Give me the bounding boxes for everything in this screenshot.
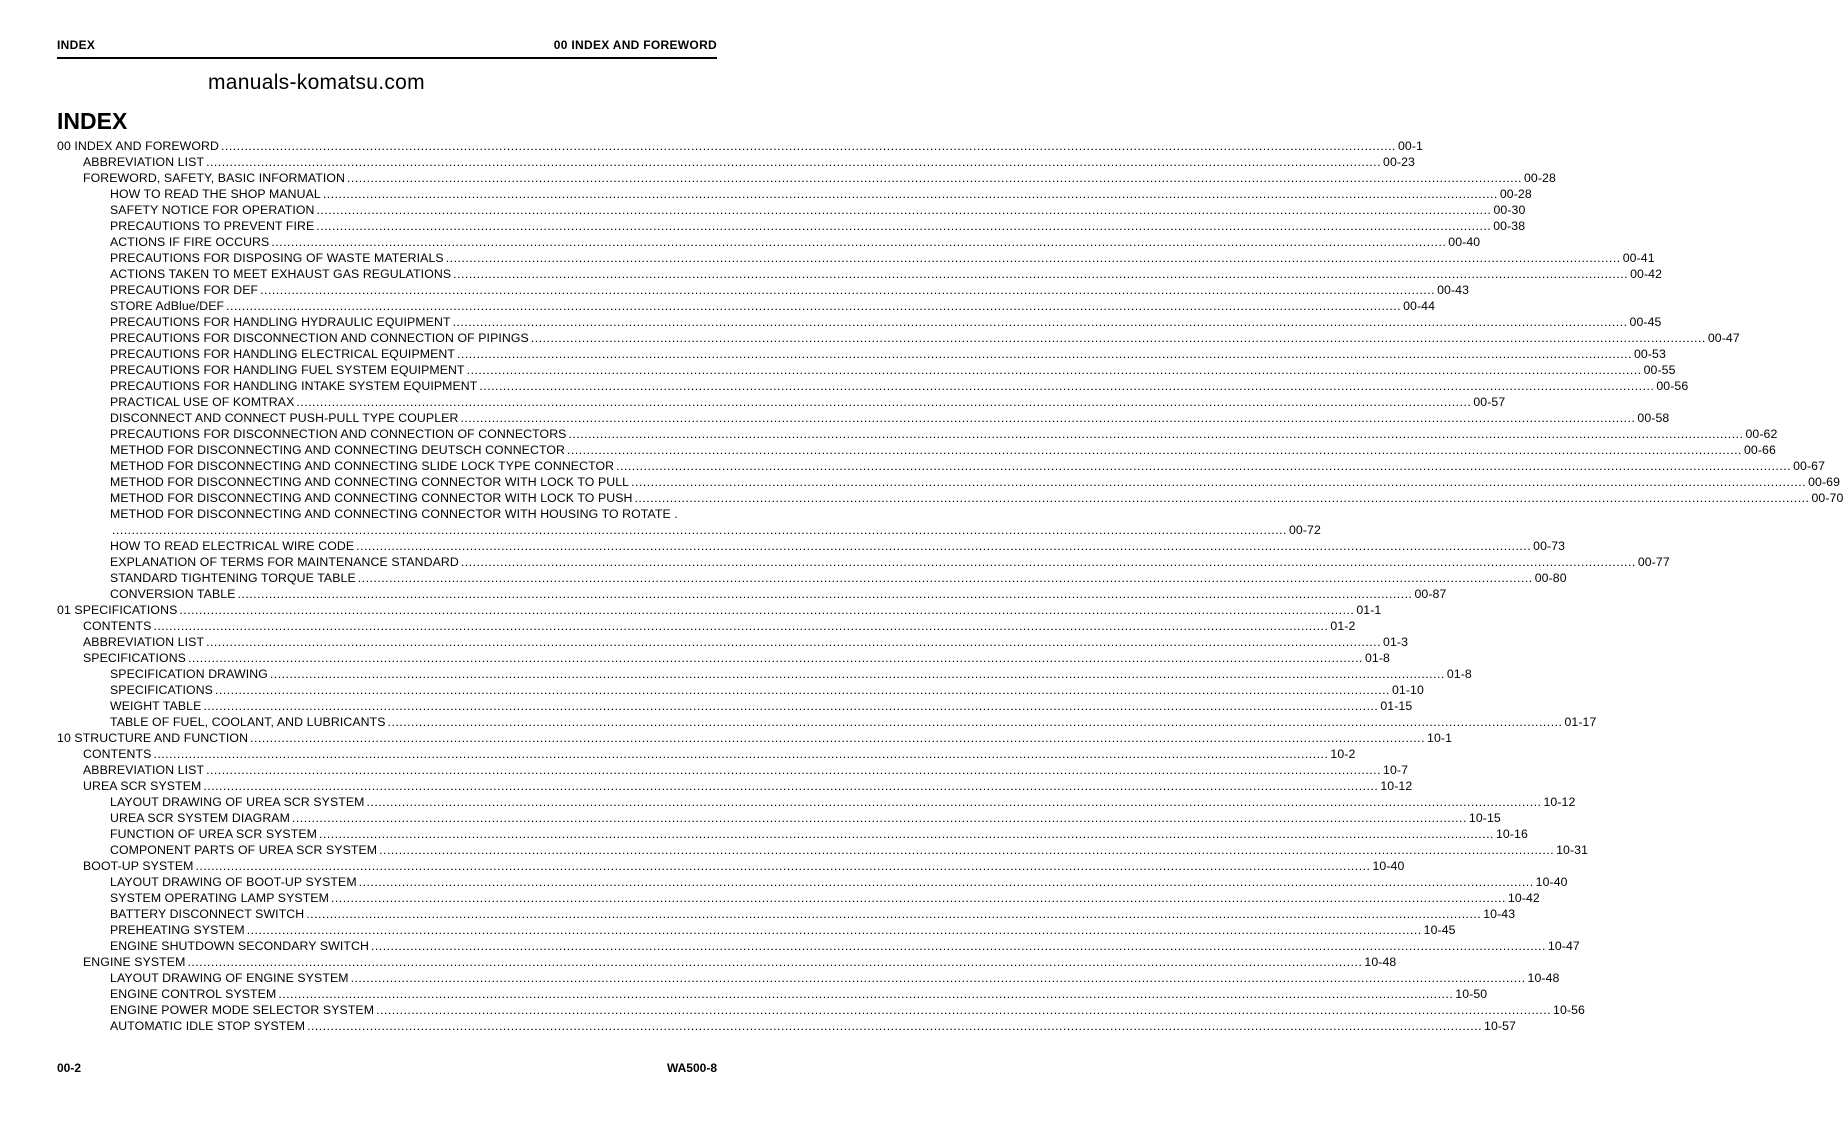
toc-entry[interactable] bbox=[57, 874, 1568, 890]
entry-title: ABBREVIATION LIST bbox=[83, 763, 205, 777]
entry-title: DISCONNECT AND CONNECT PUSH-PULL TYPE COUPLER bbox=[110, 411, 459, 425]
dot-leader: ............................................................................................................................................................................................................................................................................................................ bbox=[112, 523, 1287, 537]
dot-leader: ............................................................................................................................................................................................................................................................................................................ bbox=[445, 251, 1621, 265]
entry-page: 10-7 bbox=[1383, 763, 1409, 777]
entry-title: FUNCTION OF UREA SCR SYSTEM bbox=[110, 827, 317, 841]
entry-page: 00-57 bbox=[1473, 395, 1506, 409]
toc-entry[interactable] bbox=[57, 906, 1516, 922]
entry-title: PRECAUTIONS FOR HANDLING HYDRAULIC EQUIPMENT bbox=[110, 315, 451, 329]
entry-title: ACTIONS TAKEN TO MEET EXHAUST GAS REGULATIONS bbox=[110, 267, 452, 281]
entry-title: WEIGHT TABLE bbox=[110, 699, 202, 713]
entry-page: 00-58 bbox=[1637, 411, 1670, 425]
dot-leader: ............................................................................................................................................................................................................................................................................................................ bbox=[291, 811, 1467, 825]
entry-page: 10-15 bbox=[1468, 811, 1501, 825]
entry-title: CONVERSION TABLE bbox=[110, 587, 236, 601]
toc-entry[interactable] bbox=[57, 362, 1676, 378]
toc-entry[interactable] bbox=[57, 602, 1382, 618]
dot-leader: ............................................................................................................................................................................................................................................................................................................ bbox=[631, 475, 1807, 489]
entry-title: ABBREVIATION LIST bbox=[83, 635, 205, 649]
entry-page: 10-50 bbox=[1455, 987, 1488, 1001]
toc-entry[interactable] bbox=[57, 314, 1662, 330]
entry-title: LAYOUT DRAWING OF UREA SCR SYSTEM bbox=[110, 795, 365, 809]
entry-page: 01-8 bbox=[1446, 667, 1472, 681]
entry-page: 00-77 bbox=[1637, 555, 1670, 569]
entry-page: 00-41 bbox=[1622, 251, 1655, 265]
dot-leader: ............................................................................................................................................................................................................................................................................................................ bbox=[237, 587, 1413, 601]
dot-leader: ............................................................................................................................................................................................................................................................................................................ bbox=[457, 347, 1632, 361]
entry-page: 00-73 bbox=[1533, 539, 1566, 553]
entry-title: PRECAUTIONS FOR DISCONNECTION AND CONNECTION OF PIPINGS bbox=[110, 331, 529, 345]
entry-page: 00-42 bbox=[1630, 267, 1663, 281]
entry-page: 00-69 bbox=[1808, 475, 1841, 489]
entry-page: 00-47 bbox=[1707, 331, 1740, 345]
entry-page: 10-12 bbox=[1543, 795, 1576, 809]
dot-leader: ............................................................................................................................................................................................................................................................................................................ bbox=[278, 987, 1454, 1001]
entry-title: METHOD FOR DISCONNECTING AND CONNECTING DEUTSCH CONNECTOR bbox=[110, 443, 566, 457]
entry-page: 00-70 bbox=[1811, 491, 1843, 505]
entry-title: ACTIONS IF FIRE OCCURS bbox=[110, 235, 270, 249]
entry-page: 10-43 bbox=[1483, 907, 1516, 921]
dot-leader: ............................................................................................................................................................................................................................................................................................................ bbox=[346, 171, 1522, 185]
toc-entry[interactable] bbox=[57, 394, 1506, 410]
toc-entry[interactable] bbox=[57, 490, 1843, 506]
toc-entry[interactable] bbox=[57, 378, 1689, 394]
entry-title: PRECAUTIONS FOR HANDLING ELECTRICAL EQUIPMENT bbox=[110, 347, 455, 361]
entry-page: 01-8 bbox=[1364, 651, 1390, 665]
entry-page: 10-45 bbox=[1423, 923, 1456, 937]
dot-leader: ............................................................................................................................................................................................................................................................................................................ bbox=[195, 859, 1371, 873]
entry-title: CONTENTS bbox=[83, 747, 152, 761]
entry-page: 00-23 bbox=[1383, 155, 1415, 169]
entry-title: COMPONENT PARTS OF UREA SCR SYSTEM bbox=[110, 843, 378, 857]
entry-title: SPECIFICATIONS bbox=[110, 683, 213, 697]
entry-page: 00-40 bbox=[1448, 235, 1481, 249]
toc-entry[interactable] bbox=[57, 666, 1472, 682]
entry-title: METHOD FOR DISCONNECTING AND CONNECTING CONNECTOR WITH HOUSING TO ROTATE . bbox=[110, 507, 678, 521]
entry-title: BATTERY DISCONNECT SWITCH bbox=[110, 907, 305, 921]
toc-entry[interactable] bbox=[57, 234, 1481, 250]
toc-entry[interactable] bbox=[57, 698, 1413, 714]
dot-leader: ............................................................................................................................................................................................................................................................................................................ bbox=[318, 827, 1494, 841]
entry-title: PRECAUTIONS FOR DISPOSING OF WASTE MATERIALS bbox=[110, 251, 444, 265]
entry-page: 10-40 bbox=[1372, 859, 1405, 873]
dot-leader: ............................................................................................................................................................................................................................................................................................................ bbox=[220, 139, 1396, 153]
dot-leader: ............................................................................................................................................................................................................................................................................................................ bbox=[246, 923, 1422, 937]
entry-page: 10-47 bbox=[1547, 939, 1580, 953]
toc-entry[interactable] bbox=[57, 794, 1576, 810]
entry-title: ABBREVIATION LIST bbox=[83, 155, 205, 169]
dot-leader: ............................................................................................................................................................................................................................................................................................................ bbox=[203, 779, 1379, 793]
entry-page: 00-67 bbox=[1793, 459, 1826, 473]
toc-entry[interactable] bbox=[57, 778, 1413, 794]
page-number: 00-2 bbox=[57, 1061, 82, 1075]
toc-entry[interactable] bbox=[57, 986, 1488, 1002]
entry-page: 00-1 bbox=[1397, 139, 1423, 153]
toc-entry[interactable] bbox=[57, 634, 1409, 650]
entry-page: 00-56 bbox=[1656, 379, 1689, 393]
dot-leader: ............................................................................................................................................................................................................................................................................................................ bbox=[387, 715, 1563, 729]
dot-leader: ............................................................................................................................................................................................................................................................................................................ bbox=[187, 955, 1363, 969]
toc-entry[interactable] bbox=[57, 426, 1778, 442]
entry-page: 01-1 bbox=[1356, 603, 1382, 617]
entry-page: 00-55 bbox=[1643, 363, 1676, 377]
toc-entry[interactable] bbox=[57, 218, 1526, 234]
dot-leader: ............................................................................................................................................................................................................................................................................................................ bbox=[460, 411, 1636, 425]
toc-entry[interactable] bbox=[57, 250, 1655, 266]
toc-entry[interactable] bbox=[57, 714, 1597, 730]
dot-leader: ............................................................................................................................................................................................................................................................................................................ bbox=[379, 843, 1555, 857]
dot-leader: ............................................................................................................................................................................................................................................................................................................ bbox=[460, 555, 1636, 569]
entry-title: METHOD FOR DISCONNECTING AND CONNECTING CONNECTOR WITH LOCK TO PUSH bbox=[110, 491, 633, 505]
entry-title: LAYOUT DRAWING OF BOOT-UP SYSTEM bbox=[110, 875, 357, 889]
dot-leader: ............................................................................................................................................................................................................................................................................................................ bbox=[307, 1019, 1483, 1033]
page-title: INDEX bbox=[57, 108, 128, 134]
entry-title: METHOD FOR DISCONNECTING AND CONNECTING SLIDE LOCK TYPE CONNECTOR bbox=[110, 459, 615, 473]
entry-page: 00-28 bbox=[1523, 171, 1556, 185]
dot-leader: ............................................................................................................................................................................................................................................................................................................ bbox=[316, 203, 1492, 217]
entry-page: 01-2 bbox=[1330, 619, 1356, 633]
entry-title: PREHEATING SYSTEM bbox=[110, 923, 245, 937]
entry-title: HOW TO READ THE SHOP MANUAL bbox=[110, 187, 321, 201]
entry-title: PRECAUTIONS FOR HANDLING INTAKE SYSTEM EQUIPMENT bbox=[110, 379, 478, 393]
toc-entry[interactable] bbox=[57, 346, 1666, 362]
entry-title: BOOT-UP SYSTEM bbox=[83, 859, 194, 873]
dot-leader: ............................................................................................................................................................................................................................................................................................................ bbox=[568, 427, 1744, 441]
entry-page: 01-10 bbox=[1391, 683, 1424, 697]
entry-page: 10-40 bbox=[1535, 875, 1568, 889]
toc-entry[interactable] bbox=[57, 442, 1776, 458]
toc-entry[interactable] bbox=[57, 282, 1470, 298]
entry-title: PRACTICAL USE OF KOMTRAX bbox=[110, 395, 295, 409]
entry-title: SAFETY NOTICE FOR OPERATION bbox=[110, 203, 315, 217]
toc-entry[interactable] bbox=[57, 554, 1670, 570]
entry-title: PRECAUTIONS TO PREVENT FIRE bbox=[110, 219, 315, 233]
entry-title: ENGINE SHUTDOWN SECONDARY SWITCH bbox=[110, 939, 369, 953]
toc-entry[interactable] bbox=[57, 650, 1390, 666]
dot-leader: ............................................................................................................................................................................................................................................................................................................ bbox=[179, 603, 1355, 617]
entry-title: PRECAUTIONS FOR DISCONNECTION AND CONNECTION OF CONNECTORS bbox=[110, 427, 567, 441]
entry-title: UREA SCR SYSTEM DIAGRAM bbox=[110, 811, 290, 825]
dot-leader: ............................................................................................................................................................................................................................................................................................................ bbox=[322, 187, 1498, 201]
dot-leader: ............................................................................................................................................................................................................................................................................................................ bbox=[187, 651, 1363, 665]
dot-leader: ............................................................................................................................................................................................................................................................................................................ bbox=[214, 683, 1390, 697]
entry-page: 10-42 bbox=[1507, 891, 1540, 905]
dot-leader: ............................................................................................................................................................................................................................................................................................................ bbox=[153, 619, 1329, 633]
entry-title: LAYOUT DRAWING OF ENGINE SYSTEM bbox=[110, 971, 349, 985]
toc-entry[interactable] bbox=[57, 330, 1740, 346]
entry-title: EXPLANATION OF TERMS FOR MAINTENANCE STANDARD bbox=[110, 555, 459, 569]
dot-leader: ............................................................................................................................................................................................................................................................................................................ bbox=[567, 443, 1742, 457]
toc-entry[interactable] bbox=[57, 810, 1501, 826]
entry-page: 01-15 bbox=[1380, 699, 1413, 713]
toc-entry[interactable] bbox=[57, 746, 1356, 762]
toc-entry[interactable] bbox=[57, 410, 1670, 426]
toc-entry[interactable] bbox=[57, 1002, 1585, 1018]
entry-page: 00-38 bbox=[1493, 219, 1526, 233]
toc-entry[interactable] bbox=[57, 858, 1405, 874]
dot-leader: ............................................................................................................................................................................................................................................................................................................ bbox=[616, 459, 1792, 473]
toc-entry[interactable] bbox=[57, 826, 1528, 842]
entry-page: 10-12 bbox=[1380, 779, 1413, 793]
dot-leader: ............................................................................................................................................................................................................................................................................................................ bbox=[153, 747, 1329, 761]
dot-leader: ............................................................................................................................................................................................................................................................................................................ bbox=[370, 939, 1546, 953]
entry-page: 00-44 bbox=[1403, 299, 1436, 313]
toc-entry[interactable] bbox=[57, 970, 1560, 986]
toc-entry[interactable] bbox=[57, 458, 1826, 474]
dot-leader: ............................................................................................................................................................................................................................................................................................................ bbox=[260, 283, 1436, 297]
dot-leader: ............................................................................................................................................................................................................................................................................................................ bbox=[453, 267, 1629, 281]
toc-entry[interactable] bbox=[57, 506, 717, 522]
entry-title: PRECAUTIONS FOR HANDLING FUEL SYSTEM EQUIPMENT bbox=[110, 363, 465, 377]
entry-title: 01 SPECIFICATIONS bbox=[57, 603, 178, 617]
dot-leader: ............................................................................................................................................................................................................................................................................................................ bbox=[452, 315, 1628, 329]
dot-leader: ............................................................................................................................................................................................................................................................................................................ bbox=[357, 571, 1533, 585]
entry-title: TABLE OF FUEL, COOLANT, AND LUBRICANTS bbox=[110, 715, 386, 729]
model-number: WA500-8 bbox=[666, 1061, 717, 1075]
entry-title: UREA SCR SYSTEM bbox=[83, 779, 202, 793]
dot-leader: ............................................................................................................................................................................................................................................................................................................ bbox=[269, 667, 1445, 681]
toc-entry[interactable] bbox=[57, 538, 1566, 554]
dot-leader: ............................................................................................................................................................................................................................................................................................................ bbox=[316, 219, 1492, 233]
toc-entry[interactable] bbox=[57, 202, 1526, 218]
dot-leader: ............................................................................................................................................................................................................................................................................................................ bbox=[350, 971, 1526, 985]
entry-title: METHOD FOR DISCONNECTING AND CONNECTING CONNECTOR WITH LOCK TO PULL bbox=[110, 475, 630, 489]
entry-page: 10-16 bbox=[1495, 827, 1528, 841]
entry-page: 00-45 bbox=[1629, 315, 1662, 329]
dot-leader: ............................................................................................................................................................................................................................................................................................................ bbox=[306, 907, 1482, 921]
entry-page: 00-72 bbox=[1288, 523, 1321, 537]
header-rule bbox=[57, 57, 717, 59]
dot-leader: ............................................................................................................................................................................................................................................................................................................ bbox=[206, 635, 1382, 649]
running-header bbox=[57, 38, 717, 58]
entry-title: HOW TO READ ELECTRICAL WIRE CODE bbox=[110, 539, 355, 553]
entry-page: 00-66 bbox=[1743, 443, 1776, 457]
entry-title: CONTENTS bbox=[83, 619, 152, 633]
dot-leader: ............................................................................................................................................................................................................................................................................................................ bbox=[203, 699, 1379, 713]
entry-title: ENGINE SYSTEM bbox=[83, 955, 186, 969]
entry-title: STORE AdBlue/DEF bbox=[110, 299, 225, 313]
dot-leader: ............................................................................................................................................................................................................................................................................................................ bbox=[358, 875, 1534, 889]
entry-page: 10-2 bbox=[1330, 747, 1356, 761]
toc-entry[interactable] bbox=[57, 266, 1663, 282]
dot-leader: ............................................................................................................................................................................................................................................................................................................ bbox=[271, 235, 1447, 249]
entry-page: 00-43 bbox=[1437, 283, 1470, 297]
toc-entry[interactable] bbox=[57, 474, 1841, 490]
entry-page: 00-53 bbox=[1633, 347, 1666, 361]
entry-page: 00-28 bbox=[1499, 187, 1532, 201]
entry-title: AUTOMATIC IDLE STOP SYSTEM bbox=[110, 1019, 306, 1033]
dot-leader: ............................................................................................................................................................................................................................................................................................................ bbox=[479, 379, 1655, 393]
dot-leader: ............................................................................................................................................................................................................................................................................................................ bbox=[466, 363, 1642, 377]
dot-leader: ............................................................................................................................................................................................................................................................................................................ bbox=[366, 795, 1542, 809]
dot-leader: ............................................................................................................................................................................................................................................................................................................ bbox=[206, 763, 1382, 777]
dot-leader: ............................................................................................................................................................................................................................................................................................................ bbox=[530, 331, 1706, 345]
toc-entry[interactable] bbox=[57, 186, 1532, 202]
toc-entry[interactable] bbox=[57, 922, 1456, 938]
toc-entry[interactable] bbox=[57, 682, 1424, 698]
dot-leader: ............................................................................................................................................................................................................................................................................................................ bbox=[296, 395, 1472, 409]
entry-title: ENGINE POWER MODE SELECTOR SYSTEM bbox=[110, 1003, 375, 1017]
entry-title: 10 STRUCTURE AND FUNCTION bbox=[57, 731, 249, 745]
toc-entry[interactable] bbox=[57, 1018, 1516, 1034]
dot-leader: ............................................................................................................................................................................................................................................................................................................ bbox=[250, 731, 1426, 745]
toc-entry[interactable] bbox=[57, 938, 1580, 954]
entry-page: 01-17 bbox=[1564, 715, 1597, 729]
toc-entry[interactable] bbox=[57, 570, 1567, 586]
entry-page: 10-56 bbox=[1553, 1003, 1585, 1017]
entry-title: SPECIFICATION DRAWING bbox=[110, 667, 268, 681]
entry-title: STANDARD TIGHTENING TORQUE TABLE bbox=[110, 571, 356, 585]
toc-entry[interactable] bbox=[57, 586, 1447, 602]
entry-page: 00-30 bbox=[1493, 203, 1526, 217]
entry-page: 00-87 bbox=[1414, 587, 1447, 601]
dot-leader: ............................................................................................................................................................................................................................................................................................................ bbox=[634, 491, 1810, 505]
toc-entry[interactable] bbox=[57, 954, 1397, 970]
toc-entry[interactable] bbox=[57, 154, 1415, 170]
toc-entry[interactable] bbox=[57, 298, 1436, 314]
dot-leader: ............................................................................................................................................................................................................................................................................................................ bbox=[206, 155, 1382, 169]
toc-entry[interactable] bbox=[57, 890, 1540, 906]
entry-page: 10-48 bbox=[1527, 971, 1560, 985]
entry-title: 00 INDEX AND FOREWORD bbox=[57, 139, 219, 153]
dot-leader: ............................................................................................................................................................................................................................................................................................................ bbox=[330, 891, 1506, 905]
watermark: manuals-komatsu.com bbox=[208, 71, 425, 94]
entry-title: SYSTEM OPERATING LAMP SYSTEM bbox=[110, 891, 329, 905]
entry-page: 10-57 bbox=[1484, 1019, 1516, 1033]
toc-entry-continuation bbox=[57, 522, 1321, 538]
toc-entry[interactable] bbox=[57, 618, 1356, 634]
toc-entry[interactable] bbox=[57, 730, 1453, 746]
entry-title: PRECAUTIONS FOR DEF bbox=[110, 283, 259, 297]
entry-page: 01-3 bbox=[1383, 635, 1409, 649]
dot-leader: ............................................................................................................................................................................................................................................................................................................ bbox=[226, 299, 1402, 313]
entry-page: 10-31 bbox=[1556, 843, 1589, 857]
toc-entry[interactable] bbox=[57, 842, 1589, 858]
entry-page: 00-80 bbox=[1534, 571, 1567, 585]
table-of-contents bbox=[57, 138, 1843, 1034]
entry-title: SPECIFICATIONS bbox=[83, 651, 186, 665]
toc-entry[interactable] bbox=[57, 138, 1423, 154]
toc-entry[interactable] bbox=[57, 762, 1409, 778]
entry-page: 00-62 bbox=[1745, 427, 1778, 441]
entry-page: 10-48 bbox=[1364, 955, 1397, 969]
entry-title: FOREWORD, SAFETY, BASIC INFORMATION bbox=[83, 171, 345, 185]
entry-title: ENGINE CONTROL SYSTEM bbox=[110, 987, 277, 1001]
toc-entry[interactable] bbox=[57, 170, 1556, 186]
dot-leader: ............................................................................................................................................................................................................................................................................................................ bbox=[356, 539, 1532, 553]
header-right: 00 INDEX AND FOREWORD bbox=[553, 38, 717, 52]
dot-leader: ............................................................................................................................................................................................................................................................................................................ bbox=[376, 1003, 1552, 1017]
header-left: INDEX bbox=[57, 38, 96, 52]
entry-page: 10-1 bbox=[1427, 731, 1453, 745]
